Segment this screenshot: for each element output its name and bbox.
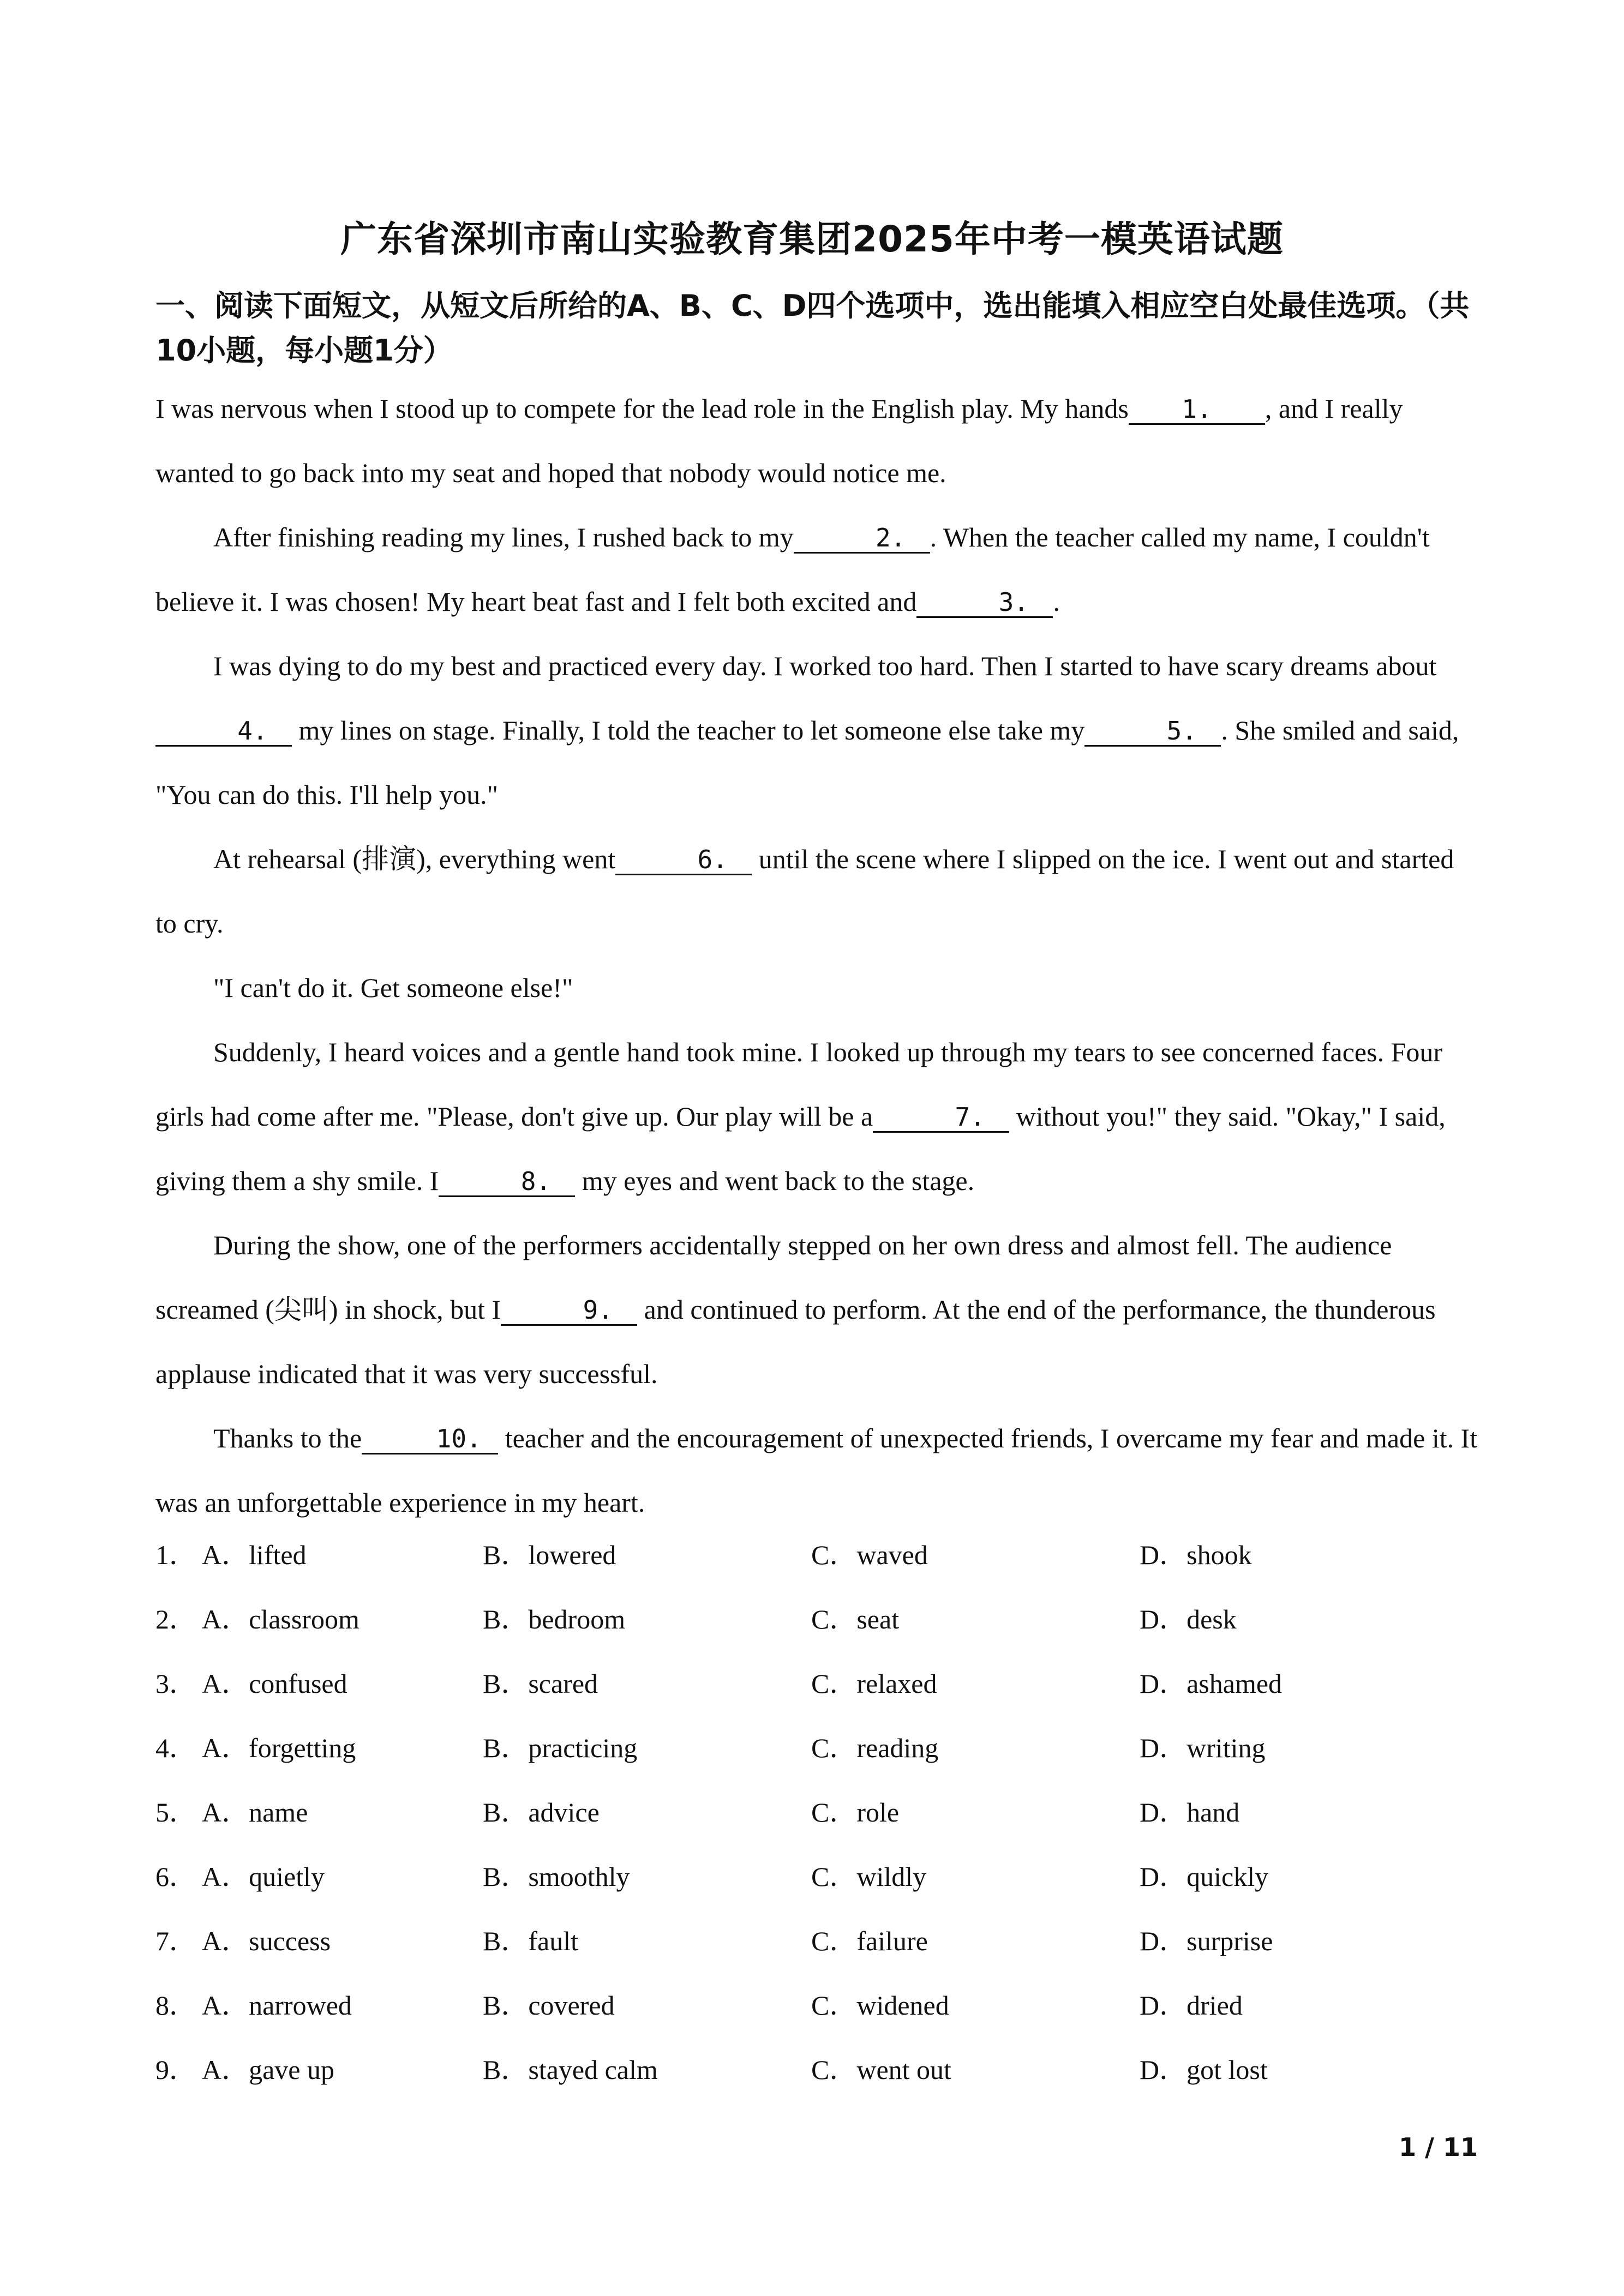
option-c: C．widened — [811, 1990, 949, 2021]
passage-text: Suddenly, I heard voices and a gentle hand took mine. I looked up through my tears to see concerned faces. Four girls had come after me. "Please, don't give up. Our play will be a — [155, 1037, 1443, 1132]
option-d: D．hand — [1140, 1797, 1240, 1828]
question-number: 2． — [155, 1604, 196, 1634]
question-row-4 — [155, 1714, 1481, 1778]
passage-text: After finishing reading my lines, I rushed back to my — [213, 522, 794, 552]
option-d: D．surprise — [1140, 1926, 1273, 1956]
question-row-5 — [155, 1778, 1481, 1842]
option-d: D．quickly — [1140, 1861, 1269, 1892]
option-d: D．got lost — [1140, 2054, 1268, 2085]
question-number: 9． — [155, 2054, 196, 2085]
blank-6: 6. — [615, 846, 752, 875]
passage-text: until the scene where I slipped on the ice. I went out and started to cry. — [155, 844, 1454, 939]
option-a: A．name — [202, 1797, 308, 1828]
option-a: A．gave up — [202, 2054, 334, 2085]
passage-text: my eyes and went back to the stage. — [575, 1165, 975, 1196]
passage-text: During the show, one of the performers accidentally stepped on her own dress and almost fell. The audience screamed (尖叫) in shock, but I — [155, 1230, 1392, 1325]
question-row-9 — [155, 2035, 1481, 2100]
option-b: B．advice — [483, 1797, 600, 1828]
passage-text: my lines on stage. Finally, I told the teacher to let someone else take my — [292, 715, 1085, 746]
option-b: B．practicing — [483, 1733, 638, 1763]
section-heading: 一、阅读下面短文，从短文后所给的A、B、C、D四个选项中，选出能填入相应空白处最佳选项。（共10小题，每小题1分） — [155, 288, 1470, 368]
option-c: C．seat — [811, 1604, 900, 1634]
option-c: C．role — [811, 1797, 900, 1828]
option-b: B．lowered — [483, 1540, 616, 1570]
option-b: B．stayed calm — [483, 2054, 658, 2085]
passage-text: I was nervous when I stood up to compete for the lead role in the English play. My hands — [155, 393, 1129, 424]
passage-text: and continued to perform. At the end of the performance, the thunderous applause indicated that it was very successful. — [155, 1294, 1436, 1389]
question-row-7 — [155, 1907, 1481, 1971]
paragraph-1 — [155, 376, 1481, 505]
option-c: C．reading — [811, 1733, 939, 1763]
question-number: 1． — [155, 1540, 196, 1570]
cloze-passage — [155, 376, 1481, 1535]
option-d: D．writing — [1140, 1733, 1266, 1763]
page-number: 1 / 11 — [1399, 2132, 1478, 2162]
paragraph-2 — [155, 505, 1481, 634]
option-d: D．desk — [1140, 1604, 1237, 1634]
passage-text: . When the teacher called my name, I couldn't believe it. I was chosen! My heart beat fast and I felt both excited and — [155, 522, 1430, 617]
option-c: C．failure — [811, 1926, 928, 1956]
blank-8: 8. — [439, 1168, 575, 1197]
option-a: A．quietly — [202, 1861, 325, 1892]
option-a: A．success — [202, 1926, 331, 1956]
passage-text: At rehearsal (排演), everything went — [213, 844, 616, 874]
option-c: C．went out — [811, 2054, 951, 2085]
option-b: B．covered — [483, 1990, 615, 2021]
page-title: 广东省深圳市南山实验教育集团2025年中考一模英语试题 — [340, 218, 1284, 260]
paragraph-6 — [155, 1020, 1481, 1213]
option-a: A．forgetting — [202, 1733, 356, 1763]
passage-text: . She smiled and said, "You can do this. I'll help you." — [155, 715, 1459, 810]
passage-text: . — [1053, 586, 1060, 617]
option-d: D．ashamed — [1140, 1668, 1283, 1699]
question-number: 4． — [155, 1733, 196, 1763]
option-a: A．narrowed — [202, 1990, 352, 2021]
question-row-1 — [155, 1520, 1481, 1585]
paragraph-4 — [155, 827, 1481, 955]
option-a: A．lifted — [202, 1540, 307, 1570]
blank-2: 2. — [794, 524, 930, 554]
blank-10: 10. — [362, 1425, 498, 1454]
passage-text: teacher and the encouragement of unexpected friends, I overcame my fear and made it. It was an unforgettable experience in my heart. — [155, 1423, 1478, 1518]
paragraph-3 — [155, 634, 1481, 827]
question-number: 7． — [155, 1926, 196, 1956]
question-row-2 — [155, 1585, 1481, 1649]
option-c: C．waved — [811, 1540, 928, 1570]
passage-text: without you!" they said. "Okay," I said, giving them a shy smile. I — [155, 1101, 1446, 1196]
blank-9: 9. — [501, 1296, 637, 1326]
option-b: B．fault — [483, 1926, 578, 1956]
question-number: 3． — [155, 1668, 196, 1699]
answer-options — [155, 1520, 1481, 2100]
option-b: B．scared — [483, 1668, 598, 1699]
blank-4: 4. — [155, 717, 292, 747]
option-d: D．dried — [1140, 1990, 1243, 2021]
option-b: B．bedroom — [483, 1604, 626, 1634]
paragraph-5: "I can't do it. Get someone else!" — [213, 972, 573, 1003]
option-c: C．wildly — [811, 1861, 927, 1892]
passage-text: Thanks to the — [213, 1423, 362, 1453]
passage-text: I was dying to do my best and practiced every day. I worked too hard. Then I started to have scary dreams about — [213, 651, 1437, 681]
question-number: 6． — [155, 1861, 196, 1892]
question-number: 5． — [155, 1797, 196, 1828]
question-number: 8． — [155, 1990, 196, 2021]
paragraph-7 — [155, 1213, 1481, 1406]
blank-1: 1. — [1129, 395, 1265, 425]
passage-text: , and I really wanted to go back into my seat and hoped that nobody would notice me. — [155, 393, 1403, 488]
blank-5: 5. — [1084, 717, 1221, 747]
blank-7: 7. — [873, 1103, 1009, 1133]
option-b: B．smoothly — [483, 1861, 630, 1892]
option-a: A．classroom — [202, 1604, 359, 1634]
question-row-3 — [155, 1649, 1481, 1714]
question-row-8 — [155, 1971, 1481, 2035]
option-c: C．relaxed — [811, 1668, 937, 1699]
paragraph-8 — [155, 1406, 1481, 1535]
option-a: A．confused — [202, 1668, 347, 1699]
question-row-6 — [155, 1842, 1481, 1907]
blank-3: 3. — [916, 588, 1053, 618]
option-d: D．shook — [1140, 1540, 1252, 1570]
